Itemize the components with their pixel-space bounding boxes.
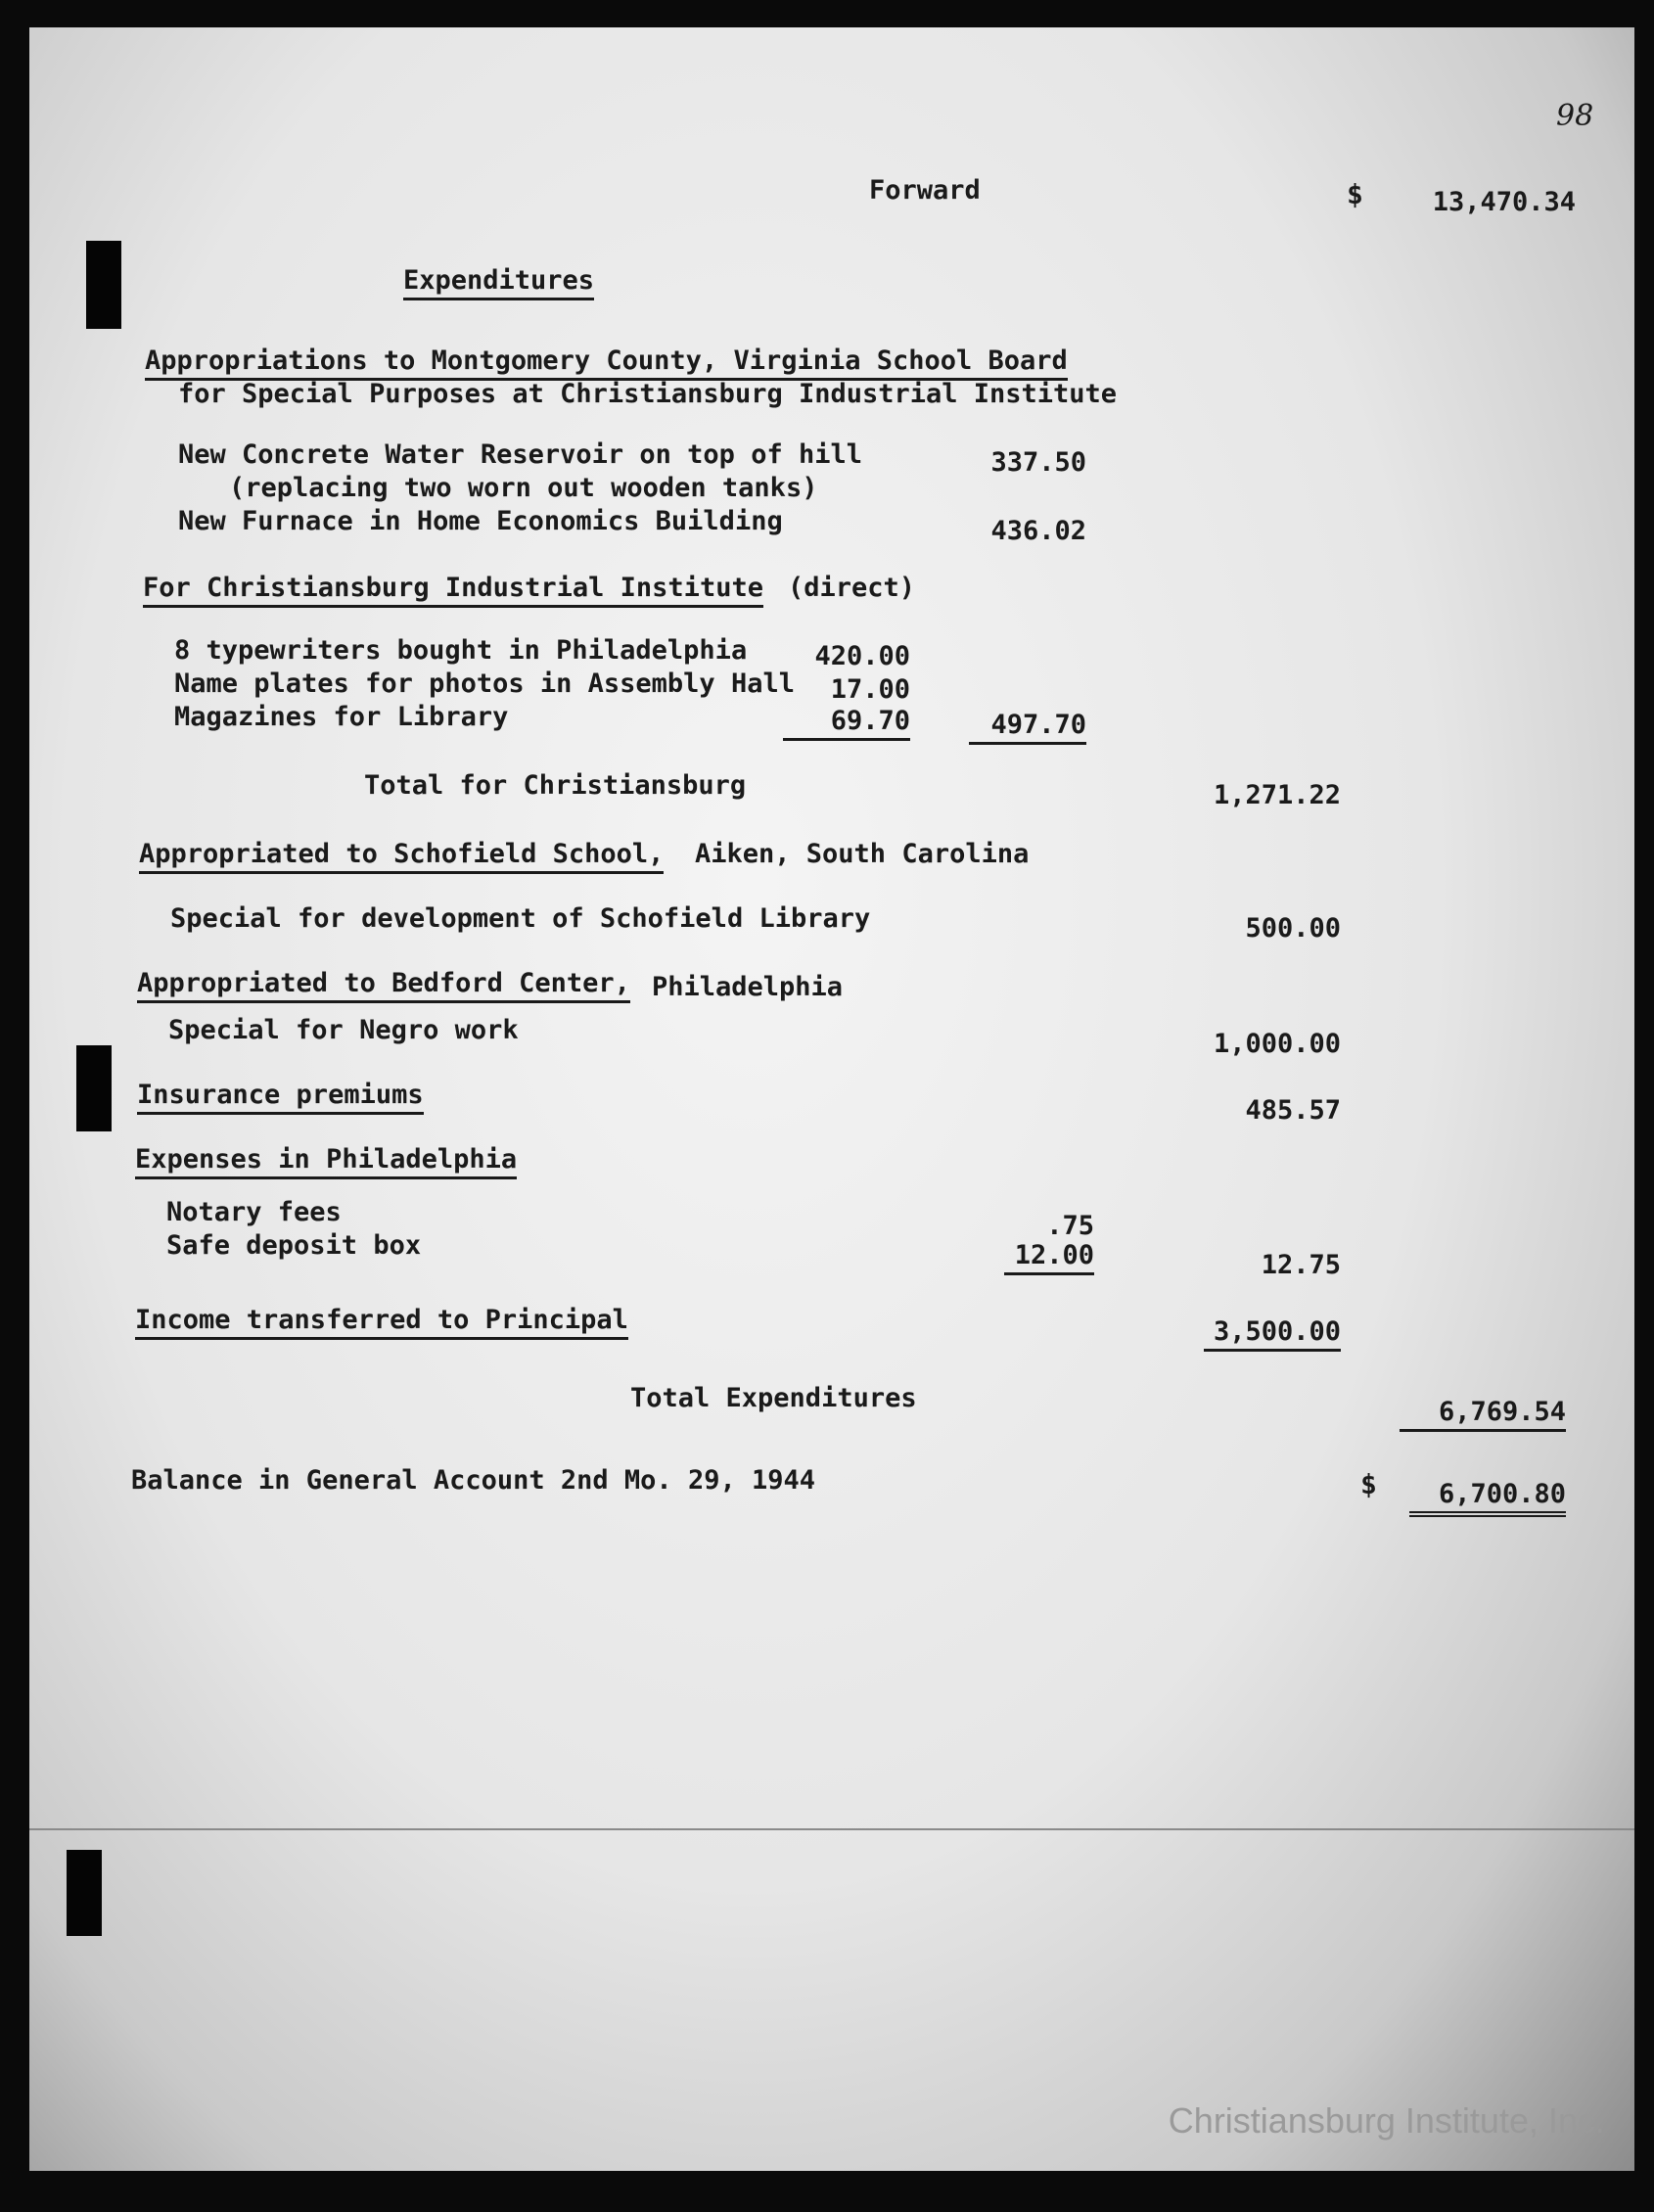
philadelphia-expenses-subtotal: 12.75 (1261, 1250, 1341, 1280)
bedford-suffix: Philadelphia (652, 972, 844, 1002)
income-transfer-title: Income transferred to Principal (135, 1306, 628, 1340)
list-item-amount: .75 (1046, 1211, 1094, 1241)
watermark: Christiansburg Institute, Inc. (1168, 2100, 1605, 2141)
balance-currency: $ (1360, 1468, 1377, 1500)
redaction-bar (86, 241, 121, 329)
expenditures-heading: Expenditures (403, 266, 594, 300)
insurance-title: Insurance premiums (137, 1081, 424, 1115)
list-item-label: Notary fees (166, 1197, 342, 1227)
list-item-amount: 12.00 (1004, 1241, 1094, 1275)
cii-direct-title: For Christiansburg Industrial Institute (143, 574, 763, 608)
document-page (29, 27, 1634, 2171)
list-item-label: New Concrete Water Reservoir on top of hill (178, 439, 862, 470)
list-item-label: Magazines for Library (174, 702, 509, 732)
list-item-label: Name plates for photos in Assembly Hall (174, 668, 795, 699)
list-item-amount: 337.50 (990, 447, 1086, 478)
balance-amount: 6,700.80 (1409, 1480, 1566, 1517)
list-item-amount: 17.00 (830, 674, 910, 705)
schofield-title: Appropriated to Schofield School, (139, 840, 664, 874)
income-transfer-amount: 3,500.00 (1204, 1317, 1341, 1352)
list-item-label: Special for development of Schofield Library (170, 903, 871, 934)
total-christiansburg-amount: 1,271.22 (1213, 780, 1341, 810)
list-item-amount: 69.70 (783, 707, 910, 741)
list-item-amount: 500.00 (1245, 913, 1341, 944)
page-number: 98 (1556, 99, 1594, 133)
balance-label: Balance in General Account 2nd Mo. 29, 1944 (131, 1465, 815, 1496)
schofield-suffix: Aiken, South Carolina (695, 839, 1030, 869)
total-christiansburg-label: Total for Christiansburg (364, 770, 747, 801)
cii-direct-suffix: (direct) (788, 573, 916, 603)
list-item-label: New Furnace in Home Economics Building (178, 506, 783, 536)
list-item-amount: 436.02 (990, 516, 1086, 546)
list-item-label: Special for Negro work (168, 1015, 519, 1045)
list-item-label: Safe deposit box (166, 1230, 422, 1261)
forward-label: Forward (869, 175, 981, 206)
insurance-amount: 485.57 (1245, 1095, 1341, 1126)
redaction-bar (67, 1850, 102, 1936)
list-item-label: (replacing two worn out wooden tanks) (229, 473, 818, 503)
cii-direct-subtotal: 497.70 (969, 711, 1086, 745)
list-item-amount: 1,000.00 (1213, 1029, 1341, 1059)
bedford-title: Appropriated to Bedford Center, (137, 969, 630, 1003)
total-expenditures-label: Total Expenditures (630, 1383, 917, 1413)
total-expenditures-amount: 6,769.54 (1400, 1398, 1566, 1432)
list-item-label: 8 typewriters bought in Philadelphia (174, 635, 748, 666)
forward-amount: 13,470.34 (1432, 187, 1576, 217)
montgomery-title: Appropriations to Montgomery County, Virginia School Board (145, 346, 1068, 381)
forward-currency: $ (1347, 178, 1363, 210)
montgomery-subtitle: for Special Purposes at Christiansburg Industrial Institute (178, 379, 1118, 409)
philadelphia-expenses-title: Expenses in Philadelphia (135, 1145, 517, 1179)
list-item-amount: 420.00 (814, 641, 910, 671)
redaction-bar (76, 1045, 112, 1131)
